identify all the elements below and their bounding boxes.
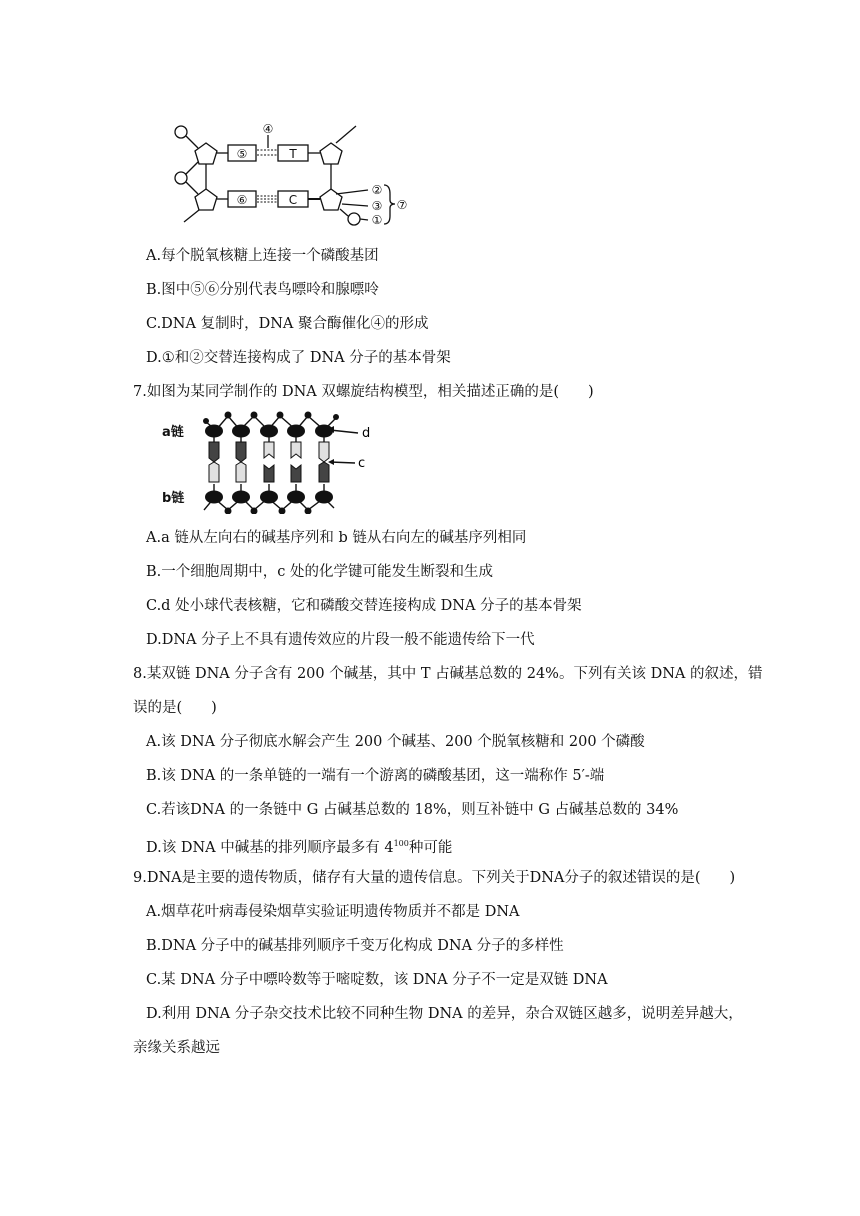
q7-option-b: B.一个细胞周期中，c 处的化学键可能发生断裂和生成 (146, 564, 493, 580)
label-4: ④ (262, 122, 274, 136)
q8-option-d-pre: D.该 DNA 中碱基的排列顺序最多有 4 (146, 840, 394, 856)
label-6: ⑥ (236, 193, 248, 207)
q8-option-d-post: 种可能 (408, 840, 453, 856)
label-5: ⑤ (236, 147, 248, 161)
q8-stem-line1: 8.某双链 DNA 分子含有 200 个碱基，其中 T 占碱基总数的 24%。下列有关该 DNA 的叙述，错 (133, 666, 763, 682)
q6-option-b: B.图中⑤⑥分别代表鸟嘌呤和腺嘌呤 (146, 282, 379, 298)
label-d: d (362, 426, 371, 441)
q8-option-d (146, 834, 452, 858)
q8-option-d-exponent: 100 (393, 839, 409, 848)
label-c: c (358, 456, 366, 471)
q6-option-c: C.DNA 复制时，DNA 聚合酶催化④的形成 (146, 316, 429, 332)
q9-option-d-line1: D.利用 DNA 分子杂交技术比较不同种生物 DNA 的差异，杂合双链区越多，说明差异越大， (146, 1006, 743, 1022)
label-a-chain: a链 (162, 425, 184, 440)
label-b-chain: b链 (162, 491, 185, 506)
q8-option-c: C.若该DNA 的一条链中 G 占碱基总数的 18%，则互补链中 G 占碱基总数的 34% (146, 802, 679, 818)
q9-option-a: A.烟草花叶病毒侵染烟草实验证明遗传物质并不都是 DNA (146, 904, 520, 920)
label-T: T (289, 147, 297, 161)
label-7: ⑦ (396, 198, 408, 212)
label-3: ③ (371, 199, 383, 213)
q7-stem: 7.如图为某同学制作的 DNA 双螺旋结构模型，相关描述正确的是( ) (133, 384, 594, 400)
q7-option-d: D.DNA 分子上不具有遗传效应的片段一般不能遗传给下一代 (146, 632, 535, 648)
q9-option-b: B.DNA 分子中的碱基排列顺序千变万化构成 DNA 分子的多样性 (146, 938, 564, 954)
q6-option-d: D.①和②交替连接构成了 DNA 分子的基本骨架 (146, 350, 451, 366)
q6-option-a: A.每个脱氧核糖上连接一个磷酸基团 (146, 248, 379, 264)
q8-option-a: A.该 DNA 分子彻底水解会产生 200 个碱基、200 个脱氧核糖和 200 个磷酸 (146, 734, 645, 750)
q8-stem-line2: 误的是( ) (133, 700, 217, 716)
q9-option-c: C.某 DNA 分子中嘌呤数等于嘧啶数，该 DNA 分子不一定是双链 DNA (146, 972, 608, 988)
label-2: ② (371, 183, 383, 197)
dna-fragment-diagram (168, 118, 428, 230)
dna-model-diagram (158, 410, 388, 514)
label-1: ① (371, 213, 383, 227)
q8-option-b: B.该 DNA 的一条单链的一端有一个游离的磷酸基团，这一端称作 5′-端 (146, 768, 605, 784)
q7-option-a: A.a 链从左向右的碱基序列和 b 链从右向左的碱基序列相同 (146, 530, 527, 546)
q7-option-c: C.d 处小球代表核糖，它和磷酸交替连接构成 DNA 分子的基本骨架 (146, 598, 582, 614)
q9-stem: 9.DNA是主要的遗传物质，储存有大量的遗传信息。下列关于DNA分子的叙述错误的是( ) (133, 870, 736, 886)
q9-option-d-line2: 亲缘关系越远 (133, 1040, 220, 1056)
label-C: C (288, 193, 298, 207)
